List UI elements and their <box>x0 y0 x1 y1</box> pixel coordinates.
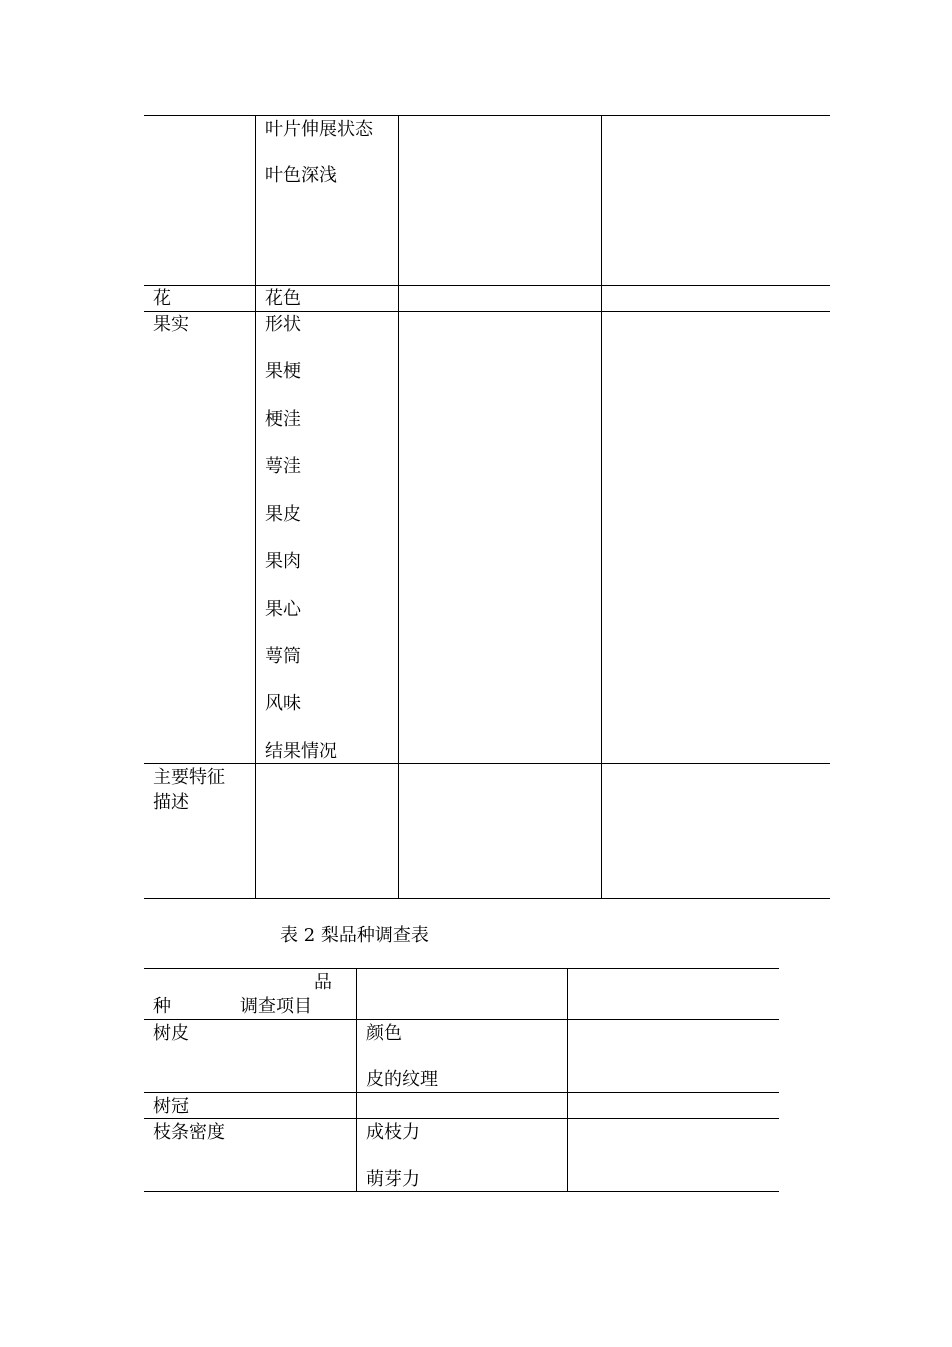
fruit-label: 果实 <box>153 314 189 335</box>
row-item: 萌芽力 <box>366 1169 420 1190</box>
table-1-row-divider <box>144 311 830 312</box>
fruit-item: 风味 <box>265 693 301 714</box>
feature-label-line1: 主要特征 <box>153 767 225 788</box>
leaf-item: 叶片伸展状态 <box>265 119 373 140</box>
table-2-caption: 表 2 梨品种调查表 <box>280 925 429 946</box>
table-2-row-divider <box>144 1118 779 1119</box>
table-1-row-divider <box>144 285 830 286</box>
fruit-item: 果肉 <box>265 551 301 572</box>
table-2-col-divider <box>567 968 568 1191</box>
row-label: 树皮 <box>153 1023 189 1044</box>
fruit-item: 结果情况 <box>265 741 337 762</box>
row-label: 树冠 <box>153 1096 189 1117</box>
header-right-text: 调查项目 <box>240 996 312 1017</box>
feature-label-line2: 描述 <box>153 792 189 813</box>
row-label: 枝条密度 <box>153 1122 225 1143</box>
fruit-item: 梗洼 <box>265 409 301 430</box>
table-1-top-border <box>144 115 830 116</box>
fruit-item: 形状 <box>265 314 301 335</box>
table-2-col-divider <box>356 968 357 1191</box>
row-item: 成枝力 <box>366 1122 420 1143</box>
table-2-top-border <box>144 968 779 969</box>
table-1-col-divider <box>601 115 602 898</box>
fruit-item: 果梗 <box>265 361 301 382</box>
fruit-item: 萼洼 <box>265 456 301 477</box>
table-1-bottom-border <box>144 898 830 899</box>
row-item: 皮的纹理 <box>366 1069 438 1090</box>
leaf-item: 叶色深浅 <box>265 165 337 186</box>
fruit-item: 果皮 <box>265 504 301 525</box>
flower-label: 花 <box>153 288 171 309</box>
header-left-text: 种 <box>153 996 171 1017</box>
fruit-item: 果心 <box>265 599 301 620</box>
flower-item: 花色 <box>265 288 301 309</box>
table-1-col-divider <box>255 115 256 898</box>
table-1-row-divider <box>144 763 830 764</box>
table-2-row-divider <box>144 1019 779 1020</box>
table-1-col-divider <box>398 115 399 898</box>
table-2-row-divider <box>144 1092 779 1093</box>
row-item: 颜色 <box>366 1023 402 1044</box>
fruit-item: 萼筒 <box>265 646 301 667</box>
table-2-bottom-border <box>144 1191 779 1192</box>
header-top-text: 品 <box>314 972 332 993</box>
